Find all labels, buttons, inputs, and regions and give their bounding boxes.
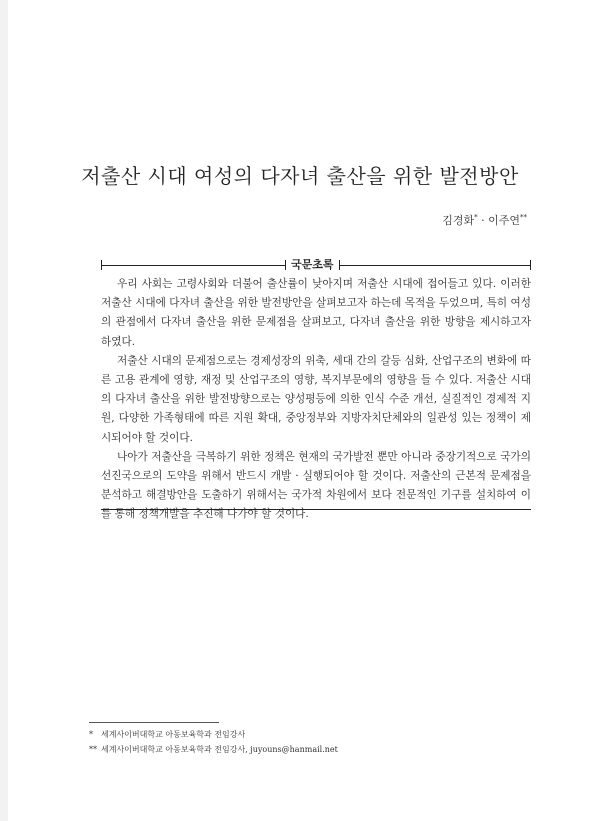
abstract-heading-bar: [101, 258, 531, 272]
author-name: 김경화: [442, 214, 475, 227]
footnote: [89, 742, 509, 757]
abstract-paragraph: 우리 사회는 고령사회와 더불어 출산률이 낮아지며 저출산 시대에 접어들고 있다. 이러한 저출산 시대에 다자녀 출산을 위한 발전방안을 살펴보고자 하는데 목적을 두었으며, 특히 여성의 관점에서 다자녀 출산을 위한 문제점을 살펴보고, 다자녀 출산을 위한 방향을 제시하고자 하였다.: [101, 278, 531, 348]
rule-end-cap: [101, 260, 102, 270]
author-affiliation-mark: **: [520, 213, 527, 222]
footnote-text: 세계사이버대학교 아동보육학과 전임강사: [101, 730, 246, 739]
footnotes: [89, 727, 509, 757]
author-line: [442, 212, 527, 228]
footnote-mark: **: [89, 745, 97, 754]
abstract-end-rule: [101, 509, 531, 510]
author-separator: ·: [477, 214, 489, 227]
abstract-paragraph: 나아가 저출산을 극복하기 위한 정책은 현재의 국가발전 뿐만 아니라 중장기적으로 국가의 선진국으로의 도약을 위해서 반드시 개발 · 실행되어야 할 것이다. 저출산의 근본적 문제점을 분석하고 해결방안을 도출하기 위해서는 국가적 차원에서 보다 전문적인 기구를 설치하여 이를 통해 정책개발을 추진해 나가야 할 것이다.: [101, 450, 531, 521]
footnote-mark: *: [89, 730, 93, 739]
footnote-divider: [89, 722, 219, 723]
abstract-heading: 국문초록: [285, 258, 340, 272]
author-affiliation-mark: *: [474, 213, 478, 222]
footnote: [89, 727, 509, 742]
author-name: 이주연: [488, 214, 520, 227]
rule-end-cap: [530, 260, 531, 270]
footnote-text: 세계사이버대학교 아동보육학과 전임강사, juyouns@hanmail.net: [101, 745, 338, 754]
abstract-paragraph: 저출산 시대의 문제점으로는 경제성장의 위축, 세대 간의 갈등 심화, 산업구조의 변화에 따른 고용 관계에 영향, 재정 및 산업구조의 영향, 복지부문에의 영향을 들 수 있다. 저출산 시대의 다자녀 출산을 위한 발전방향으로는 양성평등에 의한 인식 수준 개선, 실질적인 경제적 지원, 다양한 가족형태에 따른 지원 확대, 중앙정부와 지방자치단체와의 일관성 있는 정책이 제시되어야 할 것이다.: [101, 354, 531, 444]
abstract-body: [101, 275, 531, 525]
paper-title: 저출산 시대 여성의 다자녀 출산을 위한 발전방안: [81, 164, 519, 188]
